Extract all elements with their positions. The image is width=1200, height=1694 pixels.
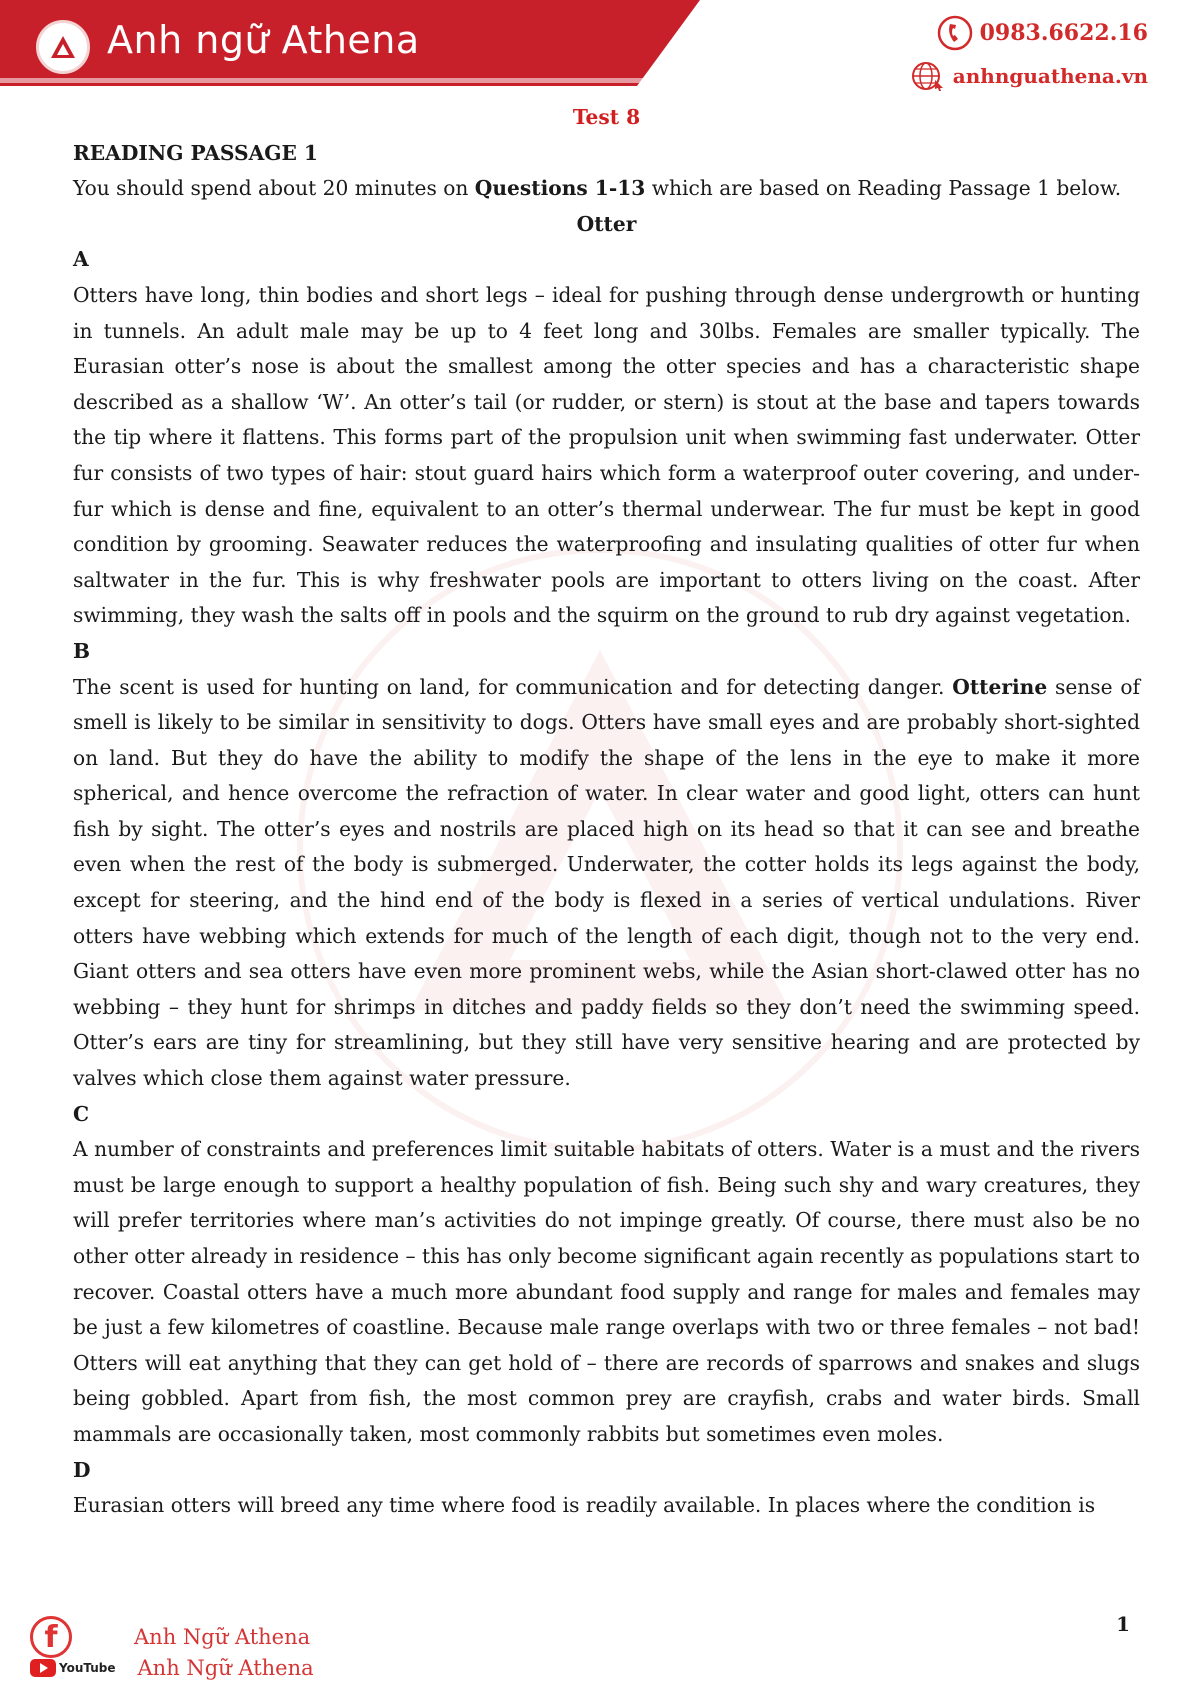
phone-number: 0983.6622.16	[979, 20, 1148, 46]
page-number: 1	[1116, 1612, 1130, 1636]
passage-heading: READING PASSAGE 1	[73, 140, 318, 165]
facebook-icon: f	[30, 1616, 72, 1658]
contact-phone[interactable]	[936, 14, 1148, 52]
section-label: B	[73, 638, 91, 663]
section-label: C	[73, 1101, 90, 1126]
youtube-label: Anh Ngữ Athena	[137, 1656, 314, 1680]
facebook-label: Anh Ngữ Athena	[134, 1625, 311, 1649]
section-paragraph: Eurasian otters will breed any time where food is readily available. In places where the condition is	[73, 1493, 1096, 1518]
athena-logo	[36, 20, 90, 74]
header-stripe	[0, 78, 660, 83]
passage-title: Otter	[576, 211, 637, 236]
section-label: A	[73, 247, 89, 272]
section-paragraph: The scent is used for hunting on land, for communication and for detecting danger. Otterine sense of smell is likely to be similar in sensitivity to dogs. Otters have small eyes and are probably short-sighted on land. But they do have the ability to modify the shape of the lens in the eye to make it more spherical, and hence overcome the refraction of water. In clear water and good light, otters can hunt fish by sight. The otter’s eyes and nostrils are placed high on its head so that it can see and breathe even when the rest of the body is submerged. Underwater, the cotter holds its legs against the body, except for steering, and the hind end of the body is flexed in a series of vertical undulations. River otters have webbing which extends for much of the length of each digit, though not to the very end. Giant otters and sea otters have even more prominent webs, while the Asian short-clawed otter has no webbing – they hunt for shrimps in ditches and paddy fields so they don’t need the swimming speed. Otter’s ears are tiny for streamlining, but they still have very sensitive hearing and are protected by valves which close them against water pressure.	[73, 674, 1141, 1091]
website-link: anhnguathena.vn	[952, 64, 1148, 88]
section-paragraph: Otters have long, thin bodies and short legs – ideal for pushing through dense undergrowth or hunting in tunnels. An adult male may be up to 4 feet long and 30lbs. Females are smaller typically. The Eurasian otter’s nose is about the smallest among the otter species and has a characteristic shape described as a shallow ‘W’. An otter’s tail (or rudder, or stern) is stout at the base and tapers towards the tip where it flattens. This forms part of the propulsion unit when swimming fast underwater. Otter fur consists of two types of hair: stout guard hairs which form a waterproof outer covering, and under-fur which is dense and fine, equivalent to an otter’s thermal underwear. The fur must be kept in good condition by grooming. Seawater reduces the waterproofing and insulating qualities of otter fur when saltwater in the fur. This is why freshwater pools are important to otters living on the coast. After swimming, they wash the salts off in pools and the squirm on the ground to rub dry against vegetation.	[73, 282, 1140, 628]
otterine-term: Otterine	[952, 674, 1048, 699]
contact-website[interactable]	[909, 60, 1148, 92]
globe-icon	[909, 60, 947, 92]
questions-range: Questions 1-13	[474, 176, 646, 201]
document-body	[73, 100, 1140, 1524]
youtube-wordmark: YouTube	[59, 1661, 116, 1675]
facebook-link[interactable]	[30, 1616, 310, 1658]
test-title: Test 8	[572, 105, 641, 129]
athena-logo-icon	[48, 32, 78, 62]
section-paragraph: A number of constraints and preferences limit suitable habitats of otters. Water is a must and the rivers must be large enough to support a healthy population of fish. Being such shy and wary creatures, they will prefer territories where man’s activities do not impinge greatly. Of course, there must also be no other otter already in residence – this has only become significant again recently as populations start to recover. Coastal otters have a much more abundant food supply and range for males and females may be just a few kilometres of coastline. Because male range overlaps with two or three females – not bad! Otters will eat anything that they can get hold of – there are records of sparrows and snakes and slugs being gobbled. Apart from fish, the most common prey are crayfish, crabs and water birds. Small mammals are occasionally taken, most commonly rabbits but sometimes even moles.	[73, 1137, 1140, 1446]
youtube-link[interactable]	[30, 1656, 314, 1680]
instruction-text: You should spend about 20 minutes on Questions 1-13 which are based on Reading Passage 1 below.	[73, 176, 1122, 201]
section-label: D	[73, 1457, 91, 1482]
youtube-play-icon	[30, 1659, 56, 1677]
youtube-icon	[30, 1659, 116, 1677]
phone-icon	[936, 14, 974, 52]
brand-name: Anh ngữ Athena	[107, 18, 420, 62]
